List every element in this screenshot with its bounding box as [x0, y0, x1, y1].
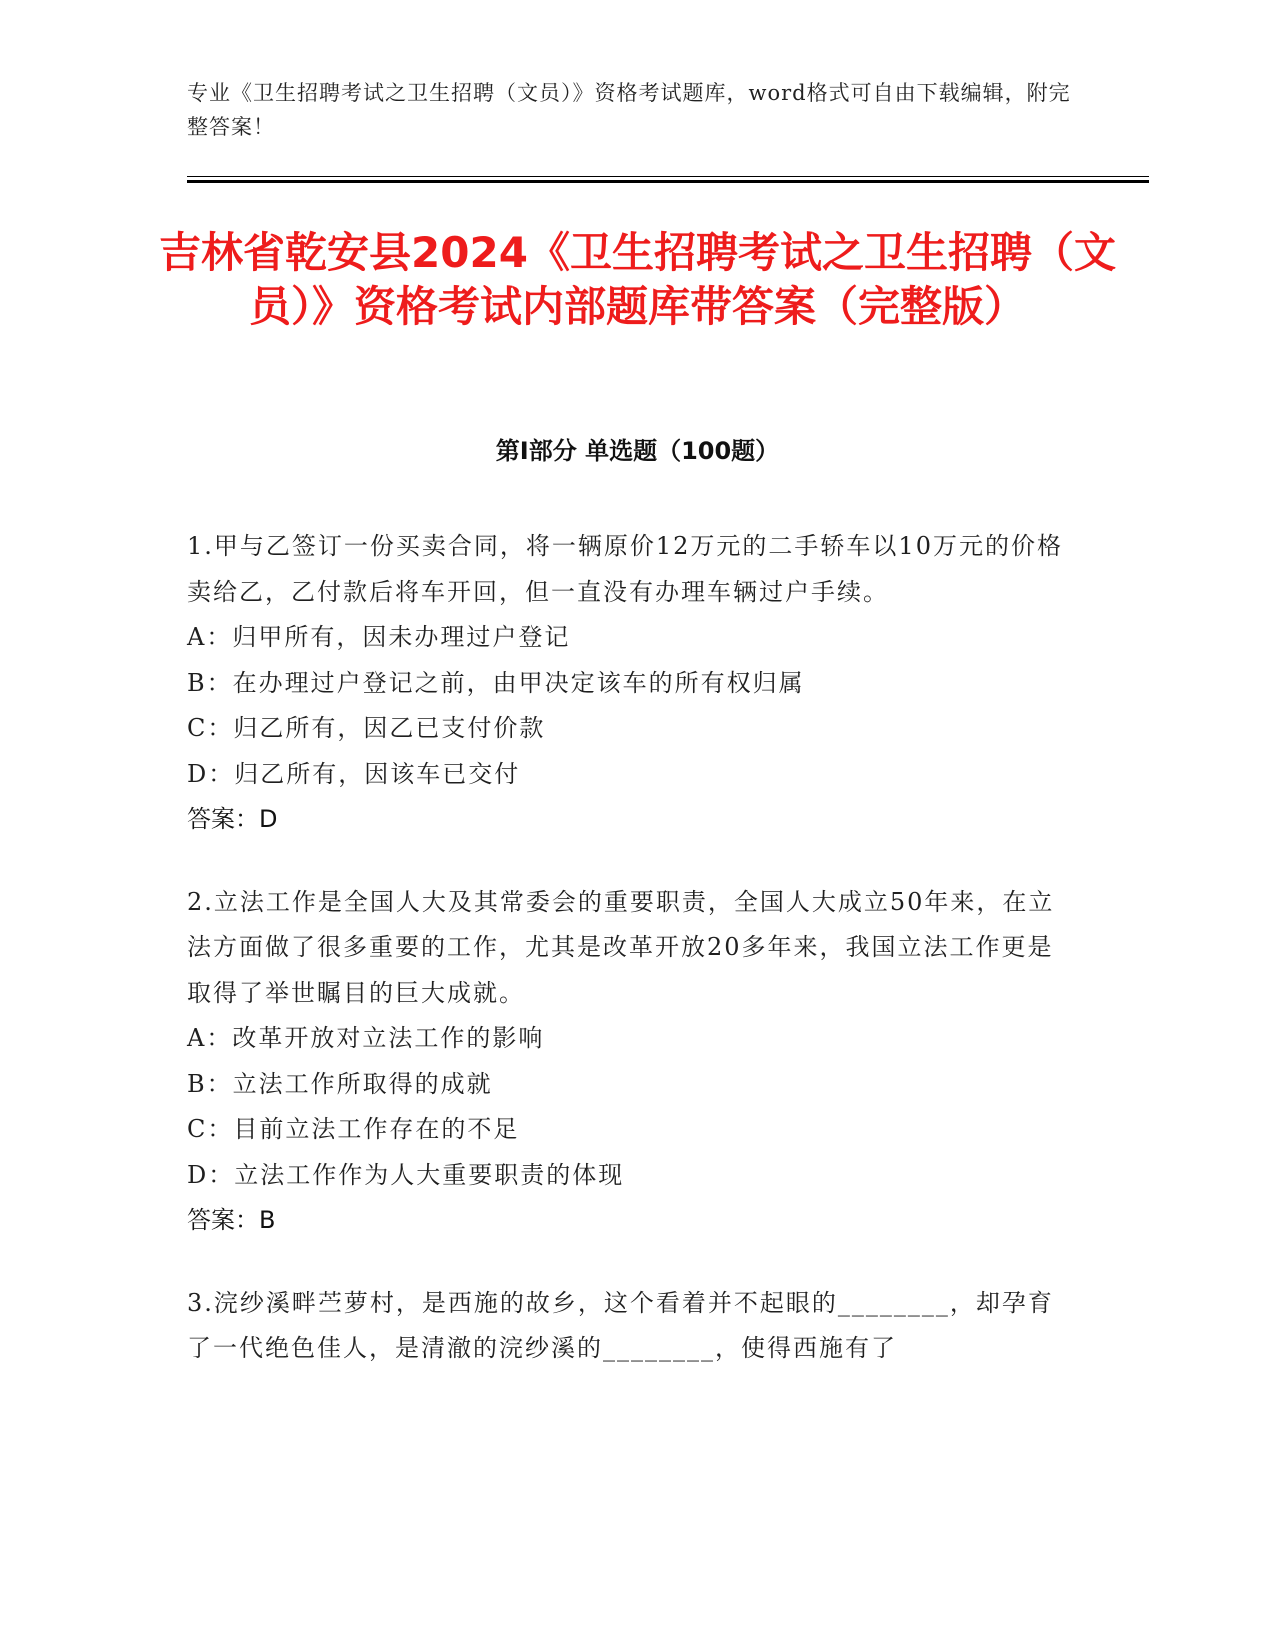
question-stem: 1.甲与乙签订一份买卖合同，将一辆原价12万元的二手轿车以10万元的价格卖给乙，乙付款后将车开回，但一直没有办理车辆过户手续。: [187, 532, 1063, 606]
option-d: D：归乙所有，因该车已交付: [187, 759, 521, 788]
option-b: B：立法工作所取得的成就: [187, 1069, 493, 1098]
option-b: B：在办理过户登记之前，由甲决定该车的所有权归属: [187, 668, 805, 697]
option-c: C：目前立法工作存在的不足: [187, 1115, 520, 1143]
question-3: [187, 1281, 1067, 1372]
question-stem: 2.立法工作是全国人大及其常委会的重要职责，全国人大成立50年来，在立法方面做了很多重要的工作，尤其是改革开放20多年来，我国立法工作更是取得了举世瞩目的巨大成就。: [187, 887, 1055, 1007]
answer-line: 答案：D: [187, 805, 278, 833]
question-2: [187, 880, 1067, 1244]
option-a: A：改革开放对立法工作的影响: [187, 1024, 545, 1052]
header-divider-thin: [187, 176, 1149, 177]
option-c: C：归乙所有，因乙已支付价款: [187, 714, 546, 742]
option-d: D：立法工作作为人大重要职责的体现: [187, 1160, 625, 1189]
answer-line: 答案：B: [187, 1206, 276, 1234]
header-divider-thick: [187, 180, 1149, 183]
question-list: [187, 524, 1067, 1409]
document-title: 吉林省乾安县2024《卫生招聘考试之卫生招聘（文员）》资格考试内部题库带答案（完整版）: [159, 228, 1116, 331]
option-a: A：归甲所有，因未办理过户登记: [187, 623, 571, 651]
question-1: [187, 524, 1067, 843]
header-note: 专业《卫生招聘考试之卫生招聘（文员）》资格考试题库，word格式可自由下载编辑，附完整答案！: [187, 81, 1071, 139]
section-title: 第Ⅰ部分 单选题（100题）: [495, 437, 780, 465]
question-stem: 3.浣纱溪畔苎萝村，是西施的故乡，这个看着并不起眼的________，却孕育了一代绝色佳人，是清澈的浣纱溪的________，使得西施有了: [187, 1288, 1054, 1362]
